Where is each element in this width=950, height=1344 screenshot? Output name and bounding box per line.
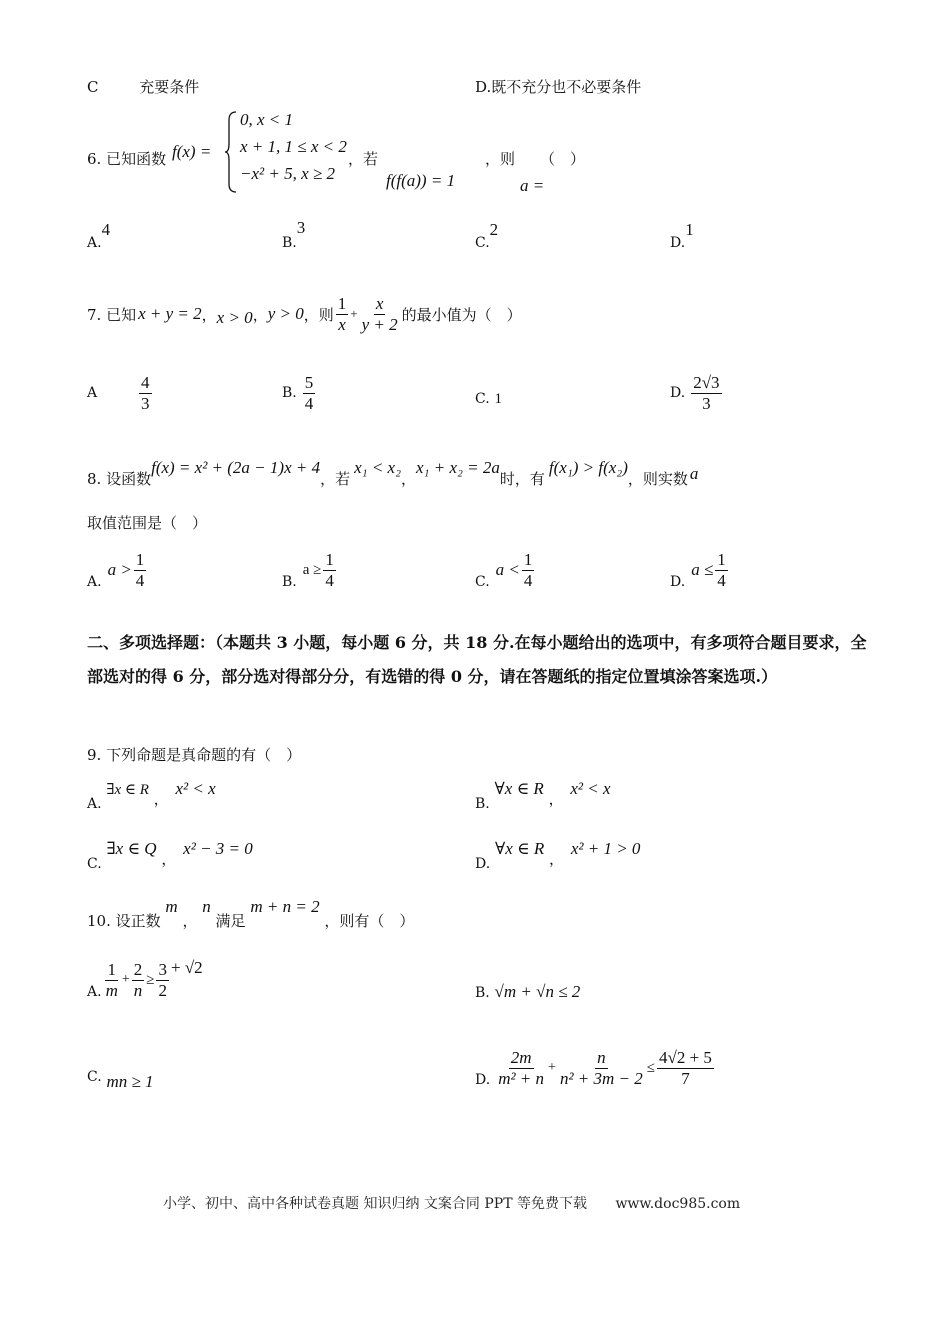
q6-target: a =	[520, 176, 545, 195]
q6-function-name: f(x) =	[172, 142, 212, 161]
q6-ze: ，则	[485, 150, 516, 168]
q6-piece-2: x + 1, 1 ≤ x < 2	[240, 137, 347, 156]
q7-line: 7. 已知 x + y = 2 ， x > 0 ， y > 0 ，则 $\frac{1}{x}$ + $\frac{x}{y + 2}$ 的最小值为（ ）	[87, 293, 522, 334]
q9-option-b: B. ∀x ∈ R ， x² < x	[475, 779, 611, 812]
left-brace-icon	[224, 110, 238, 194]
q8-option-c: C. a < $\frac{1}{4}$	[475, 549, 533, 590]
q6-option-c: C.2	[475, 220, 499, 251]
q10-line: 10. 设正数 m ， n 满足 m + n = 2 ，则有（ ）	[87, 897, 415, 930]
q6-option-a: A.4	[87, 220, 111, 251]
q7-option-c: C. 1	[475, 391, 502, 407]
q10-option-a: A. $\frac{1}{m}$ + $\frac{2}{n}$ ≥ $\frac{3}{2}$ + √2	[87, 958, 203, 1000]
q6-piece-1: 0, x < 1	[240, 110, 294, 129]
q5-option-c: C 充要条件	[87, 78, 200, 96]
section-2-title: 二、多项选择题：（本题共 3 小题，每小题 6 分，共 18 分.在每小题给出的选项中，有多项符合题目要求，全部选对的得 6 分，部分选对得部分分，有选错的得 0 分，请在答题纸的指定位置填涂答案选项.）	[87, 633, 867, 686]
q8-option-d: D. a ≤ $\frac{1}{4}$	[670, 549, 726, 590]
q8-option-b: B. a ≥ $\frac{1}{4}$	[282, 549, 334, 590]
q6-option-d: D.1	[670, 220, 694, 251]
q6-piece-3: −x² + 5, x ≥ 2	[240, 164, 335, 183]
q9-lead: 9. 下列命题是真命题的有（ ）	[87, 746, 302, 764]
q7-option-a: A $\frac{4}{3}$	[87, 372, 150, 413]
q6-paren: （ ）	[540, 150, 586, 168]
q6-condition: f(f(a)) = 1	[386, 171, 456, 190]
q5-option-d: D.既不充分也不必要条件	[475, 78, 642, 96]
q7-option-d: D. $\frac{2√3}{3}$	[670, 372, 720, 413]
q7-option-b: B. $\frac{5}{4}$	[282, 372, 314, 413]
q10-option-b: B. √m + √n ≤ 2	[475, 982, 581, 1001]
q9-option-d: D. ∀x ∈ R ， x² + 1 > 0	[475, 839, 641, 872]
q6-option-b: B.3	[282, 218, 306, 251]
q8-option-a: A. a > $\frac{1}{4}$	[87, 549, 145, 590]
footer-url[interactable]: www.doc985.com	[615, 1196, 741, 1212]
q7-fraction-1: $\frac{1}{x}$	[337, 293, 347, 334]
q9-option-c: C. ∃x ∈ Q ， x² − 3 = 0	[87, 839, 253, 872]
q10-option-d: D. $\frac{2m}{\text{m² + n}}$ + $\frac{n}{\text{n² + 3m − 2}}$ ≤ $\frac{4√2 + 5}{7}$	[475, 1047, 712, 1088]
q9-option-a: A. ∃x ∈ R ， x² < x	[87, 779, 216, 812]
q10-option-c: C. mn ≥ 1	[87, 1069, 154, 1091]
q6-ruo: ，若	[348, 150, 379, 168]
page-footer	[163, 1193, 740, 1213]
footer-text: 小学、初中、高中各种试卷真题 知识归纳 文案合同 PPT 等免费下载	[163, 1196, 587, 1212]
q6-lead: 6. 已知函数	[87, 150, 167, 168]
q8-line-2: 取值范围是（ ）	[87, 514, 208, 532]
q8-line-1: 8. 设函数 f(x) = x² + (2a − 1)x + 4 ，若 x₁ < x₂ ， x₁ + x₂ = 2a 时，有 f(x₁) > f(x₂) ，则实数 a	[87, 458, 699, 488]
q7-fraction-2: $\frac{x}{y + 2}$	[361, 293, 398, 334]
